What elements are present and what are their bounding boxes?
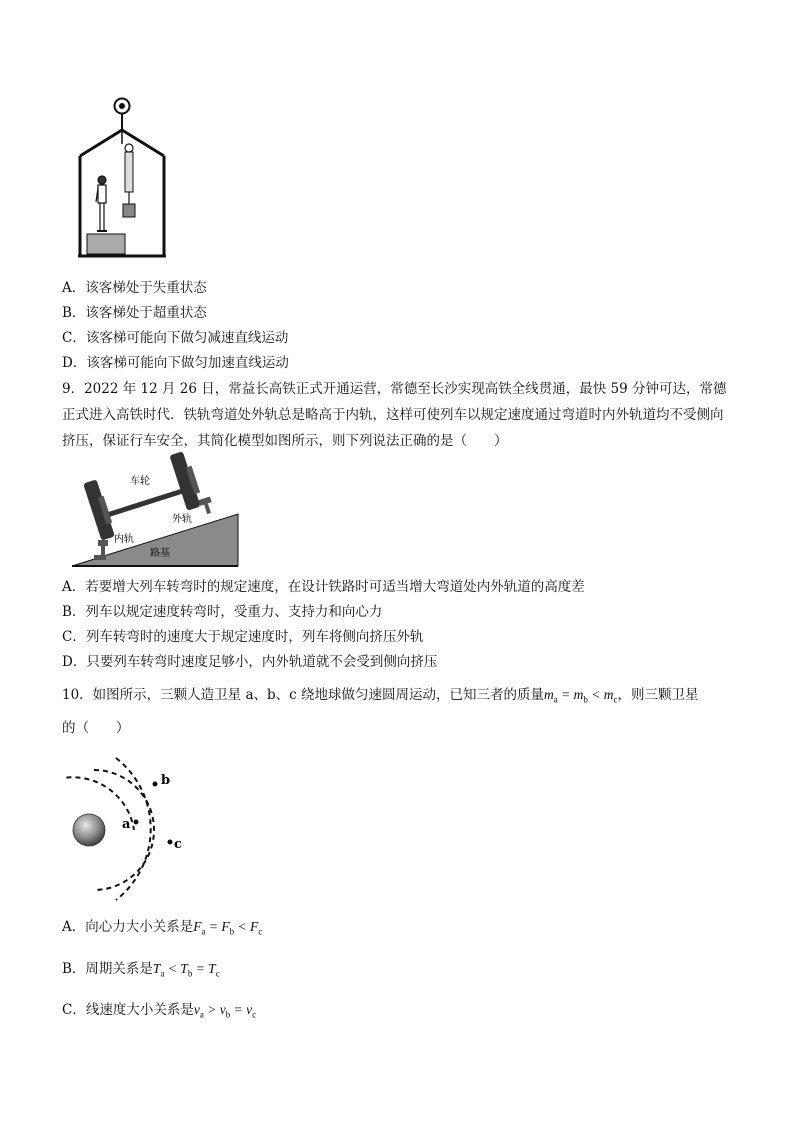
- label-b: b: [161, 773, 171, 788]
- q9-stem: 9．2022 年 12 月 26 日，常益长高铁正式开通运营，常德至长沙实现高铁全线贯通，最快 59 分钟可达，常德正式进入高铁时代．铁轨弯道处外轨总是略高于内轨，这样可使列车以规定速度通过弯道时内外轨道均不受侧向挤压，保证行车安全，其简化模型如图所示，则下列说法正确的是（ ）: [62, 381, 727, 449]
- floor-scale-icon: [87, 234, 125, 254]
- earth-icon: [73, 814, 105, 846]
- label-inner-rail: 内轨: [114, 534, 134, 545]
- label-roadbed: 路基: [150, 548, 170, 559]
- weight-icon: [123, 204, 135, 217]
- q8-option-d: D．该客梯可能向下做匀加速直线运动: [62, 355, 289, 371]
- q8-option-a: A．该客梯处于失重状态: [62, 280, 207, 296]
- q9-option-a: A．若要增大列车转弯时的规定速度，在设计铁路时可适当增大弯道处内外轨道的高度差: [62, 579, 585, 595]
- label-c: c: [174, 837, 182, 852]
- period-relation: $T_a < T_b = T_c$: [152, 961, 220, 979]
- wheel-axle: [104, 488, 192, 516]
- q8-option-b: B．该客梯处于超重状态: [62, 305, 207, 321]
- label-a: a: [122, 817, 131, 832]
- q10-stem: 10．如图所示，三颗人造卫星 a、b、c 绕地球做匀速圆周运动，已知三者的质量$m_a = m_b < m_c$，则三颗卫星: [62, 687, 699, 705]
- q9-option-c: C．列车转弯时的速度大于规定速度时，列车将侧向挤压外轨: [62, 629, 424, 645]
- inner-rail: [98, 540, 108, 546]
- force-relation: $F_a = F_b < F_c$: [193, 919, 263, 937]
- label-outer-rail: 外轨: [172, 514, 192, 525]
- satellite-figure: [66, 752, 196, 904]
- person-icon: [96, 176, 107, 231]
- mass-relation: $m_a = m_b < m_c$: [544, 687, 618, 705]
- inner-wheel: [83, 479, 115, 540]
- q10-option-c: C．线速度大小关系是$v_a > v_b = v_c$: [62, 1002, 257, 1020]
- railway-figure: [72, 452, 240, 570]
- satellite-c: [168, 840, 173, 845]
- satellite-a: [134, 820, 139, 825]
- elevator-figure: [70, 96, 170, 262]
- q10-option-b: B．周期关系是$T_a < T_b = T_c$: [62, 961, 220, 979]
- q8-option-c: C．该客梯可能向下做匀减速直线运动: [62, 330, 289, 346]
- q9-option-d: D．只要列车转弯时速度足够小，内外轨道就不会受到侧向挤压: [62, 654, 438, 670]
- spring-scale-icon: [125, 152, 133, 192]
- q9-option-b: B．列车以规定速度转弯时，受重力、支持力和向心力: [62, 604, 383, 620]
- satellite-b: [153, 782, 158, 787]
- velocity-relation: $v_a > v_b = v_c$: [193, 1002, 257, 1020]
- label-wheel: 车轮: [130, 476, 150, 487]
- q10-stem-line2: 的（ ）: [62, 720, 130, 736]
- q10-option-a: A．向心力大小关系是$F_a = F_b < F_c$: [62, 919, 263, 937]
